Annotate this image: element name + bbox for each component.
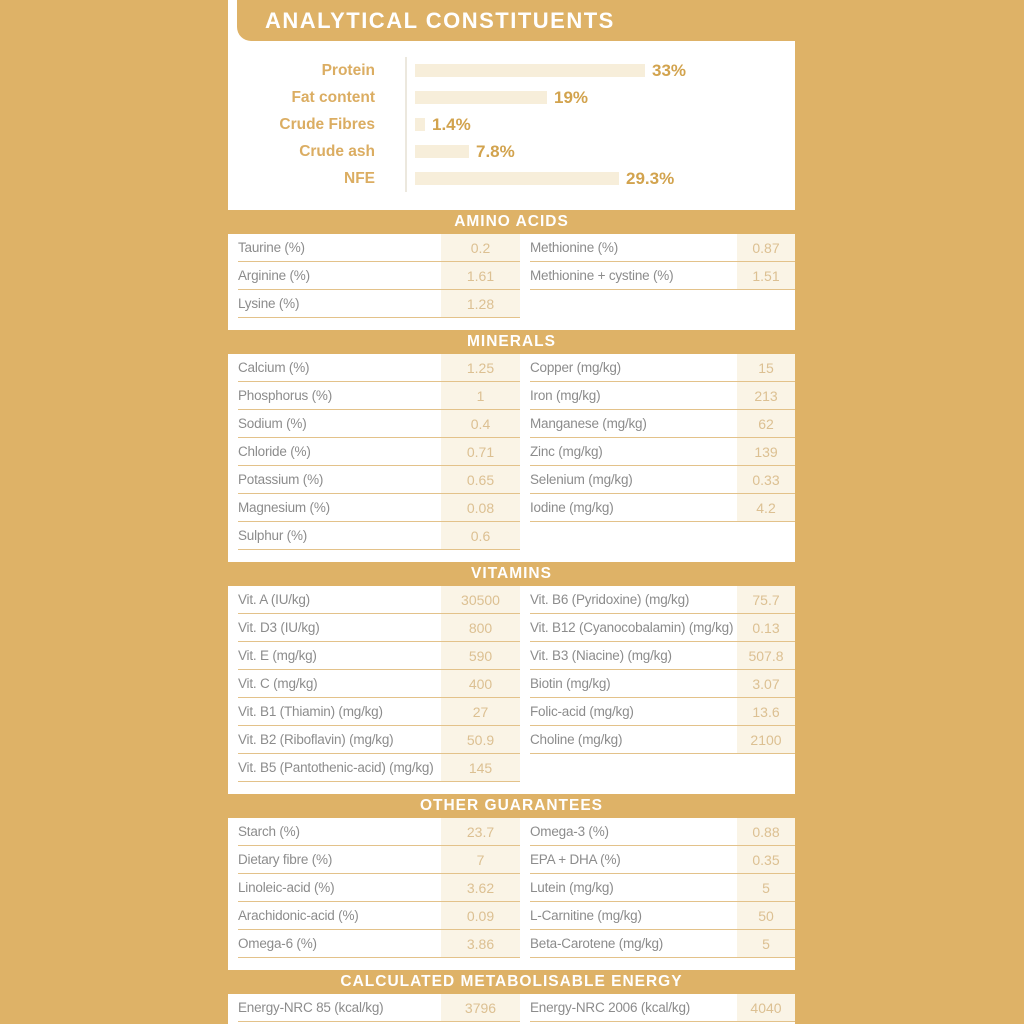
nutrient-value: 4040 bbox=[737, 994, 795, 1021]
chart-row bbox=[228, 165, 795, 192]
table-row bbox=[228, 410, 795, 438]
nutrient-label: Starch (%) bbox=[238, 824, 300, 839]
table-row bbox=[228, 354, 795, 382]
analytical-panel bbox=[228, 0, 795, 1024]
section-gap bbox=[228, 550, 795, 562]
nutrient-value: 590 bbox=[441, 642, 520, 669]
nutrient-label: Copper (mg/kg) bbox=[530, 360, 621, 375]
table-cell-group bbox=[238, 410, 520, 438]
table-row bbox=[228, 670, 795, 698]
chart-bar bbox=[415, 145, 469, 158]
nutrient-label: Vit. A (IU/kg) bbox=[238, 592, 310, 607]
nutrient-value: 0.88 bbox=[737, 818, 795, 845]
table-row bbox=[228, 262, 795, 290]
nutrient-value: 3796 bbox=[441, 994, 520, 1021]
nutrient-label: Sodium (%) bbox=[238, 416, 307, 431]
table-cell-group bbox=[530, 754, 795, 782]
nutrient-value: 1 bbox=[441, 382, 520, 409]
table-cell-group bbox=[530, 642, 795, 670]
table-cell-group bbox=[530, 846, 795, 874]
nutrient-value: 7 bbox=[441, 846, 520, 873]
nutrient-label: Arginine (%) bbox=[238, 268, 310, 283]
table-row bbox=[228, 902, 795, 930]
nutrient-label: Beta-Carotene (mg/kg) bbox=[530, 936, 664, 951]
chart-value-label: 7.8% bbox=[476, 141, 515, 161]
nutrient-value: 1.61 bbox=[441, 262, 520, 289]
chart-row bbox=[228, 138, 795, 165]
chart-row bbox=[228, 84, 795, 111]
section-heading: MINERALS bbox=[228, 330, 795, 354]
table-row bbox=[228, 846, 795, 874]
constituents-bar-chart bbox=[228, 57, 795, 192]
chart-bar bbox=[415, 172, 619, 185]
chart-value-label: 19% bbox=[554, 87, 589, 107]
nutrient-value: 0.6 bbox=[441, 522, 520, 549]
table-cell-group bbox=[238, 262, 520, 290]
chart-value-label: 1.4% bbox=[432, 114, 471, 134]
section-gap bbox=[228, 782, 795, 794]
chart-category-label: Crude Fibres bbox=[279, 115, 375, 133]
nutrient-label: Omega-3 (%) bbox=[530, 824, 609, 839]
section-heading: CALCULATED METABOLISABLE ENERGY bbox=[228, 970, 795, 994]
nutrient-label: Vit. B6 (Pyridoxine) (mg/kg) bbox=[530, 592, 690, 607]
page-title: ANALYTICAL CONSTITUENTS bbox=[265, 7, 615, 33]
chart-bar-area bbox=[405, 111, 795, 138]
table-cell-group bbox=[238, 438, 520, 466]
nutrient-label: Arachidonic-acid (%) bbox=[238, 908, 359, 923]
nutrient-value: 0.09 bbox=[441, 902, 520, 929]
nutrient-label: Sulphur (%) bbox=[238, 528, 308, 543]
nutrient-label: Dietary fibre (%) bbox=[238, 852, 333, 867]
nutrient-value: 62 bbox=[737, 410, 795, 437]
table-cell-group bbox=[530, 466, 795, 494]
table-row bbox=[228, 818, 795, 846]
table-cell-group bbox=[530, 874, 795, 902]
nutrient-value: 3.07 bbox=[737, 670, 795, 697]
nutrient-label: Linoleic-acid (%) bbox=[238, 880, 335, 895]
nutrient-value: 213 bbox=[737, 382, 795, 409]
nutrient-label: Chloride (%) bbox=[238, 444, 311, 459]
table-cell-group bbox=[238, 354, 520, 382]
table-row bbox=[228, 438, 795, 466]
table-cell-group bbox=[238, 818, 520, 846]
nutrient-label: Vit. C (mg/kg) bbox=[238, 676, 318, 691]
table-cell-group bbox=[238, 698, 520, 726]
nutrient-value: 0.87 bbox=[737, 234, 795, 261]
nutrient-value: 0.13 bbox=[737, 614, 795, 641]
chart-value-label: 33% bbox=[652, 60, 687, 80]
table-cell-group bbox=[238, 466, 520, 494]
table-cell-group bbox=[530, 494, 795, 522]
section-heading: OTHER GUARANTEES bbox=[228, 794, 795, 818]
nutrient-value: 3.86 bbox=[441, 930, 520, 957]
section-gap bbox=[228, 958, 795, 970]
nutrient-value: 1.51 bbox=[737, 262, 795, 289]
nutrient-value: 0.35 bbox=[737, 846, 795, 873]
nutrient-value: 3.62 bbox=[441, 874, 520, 901]
nutrient-value: 800 bbox=[441, 614, 520, 641]
chart-bar bbox=[415, 118, 425, 131]
nutrient-label: Selenium (mg/kg) bbox=[530, 472, 633, 487]
nutrient-label: Lutein (mg/kg) bbox=[530, 880, 614, 895]
chart-bar-area bbox=[405, 84, 795, 111]
table-cell-group bbox=[530, 670, 795, 698]
section-heading: AMINO ACIDS bbox=[228, 210, 795, 234]
nutrient-value: 5 bbox=[737, 930, 795, 957]
nutrient-label: Vit. B3 (Niacine) (mg/kg) bbox=[530, 648, 672, 663]
table-cell-group bbox=[238, 902, 520, 930]
chart-category-label: Crude ash bbox=[299, 142, 375, 160]
nutrient-value: 30500 bbox=[441, 586, 520, 613]
nutrient-value: 1.25 bbox=[441, 354, 520, 381]
table-cell-group bbox=[238, 494, 520, 522]
table-cell-group bbox=[238, 614, 520, 642]
nutrient-value: 139 bbox=[737, 438, 795, 465]
table-row bbox=[228, 698, 795, 726]
table-row bbox=[228, 234, 795, 262]
table-cell-group bbox=[530, 290, 795, 318]
table-cell-group bbox=[530, 234, 795, 262]
table-row bbox=[228, 726, 795, 754]
nutrient-label: Manganese (mg/kg) bbox=[530, 416, 647, 431]
nutrient-value: 4.2 bbox=[737, 494, 795, 521]
table-cell-group bbox=[238, 642, 520, 670]
nutrient-value: 145 bbox=[441, 754, 520, 781]
nutrient-label: L-Carnitine (mg/kg) bbox=[530, 908, 642, 923]
nutrient-label: Potassium (%) bbox=[238, 472, 324, 487]
table-row bbox=[228, 522, 795, 550]
table-cell-group bbox=[238, 586, 520, 614]
table-row bbox=[228, 382, 795, 410]
chart-row bbox=[228, 111, 795, 138]
section-heading: VITAMINS bbox=[228, 562, 795, 586]
nutrient-label: Omega-6 (%) bbox=[238, 936, 317, 951]
chart-row bbox=[228, 57, 795, 84]
chart-category-label: NFE bbox=[344, 169, 375, 187]
nutrient-label: Energy-NRC 85 (kcal/kg) bbox=[238, 1000, 384, 1015]
chart-value-label: 29.3% bbox=[626, 168, 675, 188]
nutrient-label: Choline (mg/kg) bbox=[530, 732, 623, 747]
nutrient-value: 2100 bbox=[737, 726, 795, 753]
table-row bbox=[228, 642, 795, 670]
chart-bar-area bbox=[405, 138, 795, 165]
table-cell-group bbox=[530, 410, 795, 438]
table-row bbox=[228, 930, 795, 958]
chart-bar bbox=[415, 91, 547, 104]
table-cell-group bbox=[238, 930, 520, 958]
nutrient-value: 15 bbox=[737, 354, 795, 381]
nutrient-value: 0.08 bbox=[441, 494, 520, 521]
nutrient-value: 5 bbox=[737, 874, 795, 901]
table-cell-group bbox=[238, 874, 520, 902]
nutrient-label: Methionine + cystine (%) bbox=[530, 268, 674, 283]
table-cell-group bbox=[238, 382, 520, 410]
nutrient-value: 75.7 bbox=[737, 586, 795, 613]
nutrient-value: 0.2 bbox=[441, 234, 520, 261]
table-row bbox=[228, 586, 795, 614]
table-row bbox=[228, 466, 795, 494]
table-cell-group bbox=[530, 586, 795, 614]
table-cell-group bbox=[530, 902, 795, 930]
table-cell-group bbox=[530, 382, 795, 410]
nutrient-label: Vit. B12 (Cyanocobalamin) (mg/kg) bbox=[530, 620, 734, 635]
table-row bbox=[228, 994, 795, 1022]
nutrient-label: Phosphorus (%) bbox=[238, 388, 332, 403]
nutrient-value: 0.4 bbox=[441, 410, 520, 437]
table-cell-group bbox=[238, 994, 520, 1022]
table-row bbox=[228, 754, 795, 782]
table-cell-group bbox=[530, 698, 795, 726]
table-cell-group bbox=[530, 994, 795, 1022]
nutrient-value: 0.65 bbox=[441, 466, 520, 493]
chart-bar-area bbox=[405, 165, 795, 192]
nutrient-label: Iodine (mg/kg) bbox=[530, 500, 614, 515]
nutrient-value: 0.33 bbox=[737, 466, 795, 493]
table-cell-group bbox=[238, 234, 520, 262]
table-cell-group bbox=[238, 290, 520, 318]
nutrient-label: EPA + DHA (%) bbox=[530, 852, 621, 867]
nutrient-label: Biotin (mg/kg) bbox=[530, 676, 611, 691]
nutrient-label: Energy-NRC 2006 (kcal/kg) bbox=[530, 1000, 691, 1015]
nutrient-label: Magnesium (%) bbox=[238, 500, 330, 515]
nutrient-label: Taurine (%) bbox=[238, 240, 305, 255]
table-cell-group bbox=[238, 846, 520, 874]
nutrient-label: Vit. E (mg/kg) bbox=[238, 648, 317, 663]
table-cell-group bbox=[530, 354, 795, 382]
nutrient-value: 1.28 bbox=[441, 290, 520, 317]
table-cell-group bbox=[530, 438, 795, 466]
nutrient-value: 0.71 bbox=[441, 438, 520, 465]
nutrient-label: Folic-acid (mg/kg) bbox=[530, 704, 634, 719]
table-cell-group bbox=[238, 754, 520, 782]
nutrient-value: 50.9 bbox=[441, 726, 520, 753]
table-row bbox=[228, 494, 795, 522]
nutrient-label: Calcium (%) bbox=[238, 360, 310, 375]
section-gap bbox=[228, 318, 795, 330]
nutrient-value: 23.7 bbox=[441, 818, 520, 845]
table-row bbox=[228, 290, 795, 318]
title-band bbox=[237, 0, 1024, 41]
nutrient-value: 507.8 bbox=[737, 642, 795, 669]
table-row bbox=[228, 614, 795, 642]
nutrient-value: 13.6 bbox=[737, 698, 795, 725]
nutrition-sections bbox=[228, 210, 795, 1022]
nutrient-label: Vit. B2 (Riboflavin) (mg/kg) bbox=[238, 732, 394, 747]
chart-category-label: Protein bbox=[321, 61, 375, 79]
chart-bar-area bbox=[405, 57, 795, 84]
nutrient-value: 400 bbox=[441, 670, 520, 697]
chart-bar bbox=[415, 64, 645, 77]
nutrient-value: 50 bbox=[737, 902, 795, 929]
nutrient-label: Methionine (%) bbox=[530, 240, 618, 255]
table-cell-group bbox=[530, 726, 795, 754]
table-cell-group bbox=[238, 670, 520, 698]
table-cell-group bbox=[530, 930, 795, 958]
nutrient-label: Lysine (%) bbox=[238, 296, 300, 311]
nutrient-label: Vit. D3 (IU/kg) bbox=[238, 620, 320, 635]
table-cell-group bbox=[530, 818, 795, 846]
nutrient-label: Vit. B5 (Pantothenic-acid) (mg/kg) bbox=[238, 760, 434, 775]
nutrient-label: Zinc (mg/kg) bbox=[530, 444, 603, 459]
chart-category-label: Fat content bbox=[291, 88, 375, 106]
table-cell-group bbox=[530, 614, 795, 642]
nutrient-label: Iron (mg/kg) bbox=[530, 388, 601, 403]
table-cell-group bbox=[530, 522, 795, 550]
table-cell-group bbox=[238, 522, 520, 550]
nutrient-label: Vit. B1 (Thiamin) (mg/kg) bbox=[238, 704, 383, 719]
table-cell-group bbox=[530, 262, 795, 290]
table-cell-group bbox=[238, 726, 520, 754]
nutrient-value: 27 bbox=[441, 698, 520, 725]
table-row bbox=[228, 874, 795, 902]
